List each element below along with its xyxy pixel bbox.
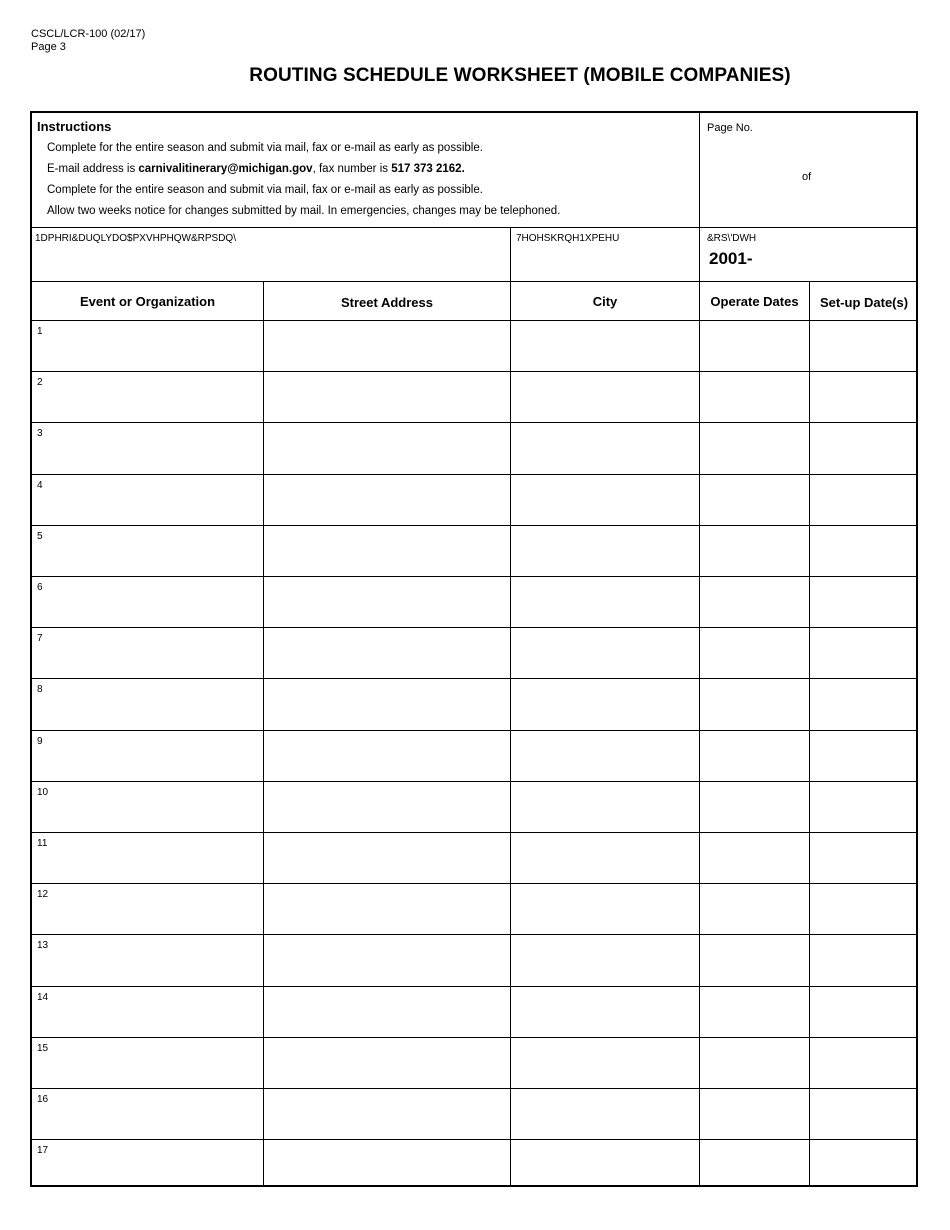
row-6-event-field[interactable]: [34, 578, 261, 625]
instruction-line-3: Complete for the entire season and submit via mail, fax or e-mail as early as possible.: [47, 184, 483, 196]
row-12-street-field[interactable]: [266, 885, 508, 932]
row-8-city-field[interactable]: [513, 680, 697, 727]
year-value[interactable]: 2001-: [709, 249, 753, 268]
row-6-street-field[interactable]: [266, 578, 508, 625]
row-14-event-field[interactable]: [34, 988, 261, 1035]
row-2-setup-field[interactable]: [812, 373, 916, 420]
row-10-street-field[interactable]: [266, 783, 508, 830]
page-title: ROUTING SCHEDULE WORKSHEET (MOBILE COMPANIES): [249, 65, 791, 86]
divider: [32, 986, 918, 987]
divider: [32, 320, 918, 321]
row-number: 12: [37, 889, 49, 900]
row-16-setup-field[interactable]: [812, 1090, 916, 1137]
row-6-operate-field[interactable]: [702, 578, 807, 625]
row-5-setup-field[interactable]: [812, 527, 916, 574]
row-9-operate-field[interactable]: [702, 732, 807, 779]
row-2-event-field[interactable]: [34, 373, 261, 420]
row-16-street-field[interactable]: [266, 1090, 508, 1137]
row-6-city-field[interactable]: [513, 578, 697, 625]
divider: [263, 281, 264, 1187]
row-8-operate-field[interactable]: [702, 680, 807, 727]
worksheet-form: [30, 111, 918, 1187]
row-number: 10: [37, 787, 49, 798]
row-number: 13: [37, 940, 49, 951]
row-10-event-field[interactable]: [34, 783, 261, 830]
row-11-operate-field[interactable]: [702, 834, 807, 881]
divider: [510, 281, 511, 1187]
row-13-setup-field[interactable]: [812, 936, 916, 983]
phone-label: 7HOHSKRQH1XPEHU: [516, 233, 620, 244]
divider: [32, 934, 918, 935]
row-2-city-field[interactable]: [513, 373, 697, 420]
row-4-street-field[interactable]: [266, 476, 508, 523]
row-13-street-field[interactable]: [266, 936, 508, 983]
row-17-setup-field[interactable]: [812, 1141, 916, 1188]
row-11-setup-field[interactable]: [812, 834, 916, 881]
row-10-city-field[interactable]: [513, 783, 697, 830]
row-17-operate-field[interactable]: [702, 1141, 807, 1188]
row-1-event-field[interactable]: [34, 322, 261, 369]
instruction-line-2: [47, 163, 465, 175]
row-1-city-field[interactable]: [513, 322, 697, 369]
instruction-line-1: Complete for the entire season and submit via mail, fax or e-mail as early as possible.: [47, 142, 483, 154]
divider: [32, 1088, 918, 1089]
company-name-field[interactable]: [32, 243, 510, 279]
row-4-setup-field[interactable]: [812, 476, 916, 523]
col-street-header: Street Address: [341, 295, 433, 310]
row-number: 1: [37, 326, 43, 337]
row-8-setup-field[interactable]: [812, 680, 916, 727]
row-12-city-field[interactable]: [513, 885, 697, 932]
divider: [32, 227, 918, 228]
row-3-operate-field[interactable]: [702, 424, 807, 471]
row-3-setup-field[interactable]: [812, 424, 916, 471]
fax-prefix: , fax number is: [312, 163, 392, 175]
divider: [699, 281, 700, 1187]
divider: [32, 576, 918, 577]
row-14-operate-field[interactable]: [702, 988, 807, 1035]
row-7-street-field[interactable]: [266, 629, 508, 676]
row-1-street-field[interactable]: [266, 322, 508, 369]
row-14-street-field[interactable]: [266, 988, 508, 1035]
row-13-city-field[interactable]: [513, 936, 697, 983]
row-3-street-field[interactable]: [266, 424, 508, 471]
row-6-setup-field[interactable]: [812, 578, 916, 625]
row-5-city-field[interactable]: [513, 527, 697, 574]
row-1-setup-field[interactable]: [812, 322, 916, 369]
row-number: 2: [37, 377, 43, 388]
row-5-operate-field[interactable]: [702, 527, 807, 574]
row-8-event-field[interactable]: [34, 680, 261, 727]
row-17-event-field[interactable]: [34, 1141, 261, 1188]
row-number: 9: [37, 736, 43, 747]
instruction-line-4: Allow two weeks notice for changes submitted by mail. In emergencies, changes may be telephoned.: [47, 205, 561, 217]
row-13-operate-field[interactable]: [702, 936, 807, 983]
row-11-event-field[interactable]: [34, 834, 261, 881]
divider: [809, 281, 810, 1187]
divider: [32, 1139, 918, 1140]
row-7-operate-field[interactable]: [702, 629, 807, 676]
row-4-city-field[interactable]: [513, 476, 697, 523]
year-label: &RS\'DWH: [707, 233, 757, 244]
row-7-event-field[interactable]: [34, 629, 261, 676]
divider: [32, 678, 918, 679]
row-5-street-field[interactable]: [266, 527, 508, 574]
row-7-city-field[interactable]: [513, 629, 697, 676]
divider: [32, 627, 918, 628]
row-17-city-field[interactable]: [513, 1141, 697, 1188]
page-no-label: Page No.: [707, 122, 753, 134]
col-city-header: City: [592, 294, 618, 309]
divider: [699, 113, 700, 281]
divider: [32, 422, 918, 423]
divider: [32, 371, 918, 372]
divider: [32, 730, 918, 731]
row-2-operate-field[interactable]: [702, 373, 807, 420]
row-number: 14: [37, 992, 49, 1003]
row-number: 17: [37, 1145, 49, 1156]
row-14-city-field[interactable]: [513, 988, 697, 1035]
row-16-operate-field[interactable]: [702, 1090, 807, 1137]
divider: [32, 281, 918, 282]
row-9-setup-field[interactable]: [812, 732, 916, 779]
divider: [32, 474, 918, 475]
row-16-city-field[interactable]: [513, 1090, 697, 1137]
row-number: 3: [37, 428, 43, 439]
row-3-city-field[interactable]: [513, 424, 697, 471]
row-15-operate-field[interactable]: [702, 1039, 807, 1086]
row-number: 5: [37, 531, 43, 542]
page-label: Page 3: [31, 41, 66, 53]
row-4-operate-field[interactable]: [702, 476, 807, 523]
divider: [32, 1037, 918, 1038]
row-9-event-field[interactable]: [34, 732, 261, 779]
page-of-label: of: [802, 171, 812, 183]
row-8-street-field[interactable]: [266, 680, 508, 727]
fax-number: 517 373 2162.: [391, 163, 465, 175]
row-15-street-field[interactable]: [266, 1039, 508, 1086]
row-13-event-field[interactable]: [34, 936, 261, 983]
row-14-setup-field[interactable]: [812, 988, 916, 1035]
divider: [32, 832, 918, 833]
row-number: 4: [37, 480, 43, 491]
row-12-operate-field[interactable]: [702, 885, 807, 932]
row-15-event-field[interactable]: [34, 1039, 261, 1086]
row-number: 8: [37, 684, 43, 695]
row-12-event-field[interactable]: [34, 885, 261, 932]
email-address[interactable]: carnivalitinerary@michigan.gov: [138, 163, 313, 175]
email-prefix: E-mail address is: [47, 163, 139, 175]
col-operate-header: Operate Dates: [710, 294, 799, 309]
phone-field[interactable]: [511, 243, 699, 279]
col-setup-header: Set-up Date(s): [819, 295, 909, 310]
divider: [32, 525, 918, 526]
divider: [32, 883, 918, 884]
row-9-street-field[interactable]: [266, 732, 508, 779]
col-event-header: Event or Organization: [79, 294, 216, 309]
row-number: 16: [37, 1094, 49, 1105]
divider: [32, 781, 918, 782]
form-header: [31, 28, 145, 54]
row-1-operate-field[interactable]: [702, 322, 807, 369]
row-number: 7: [37, 633, 43, 644]
row-5-event-field[interactable]: [34, 527, 261, 574]
row-2-street-field[interactable]: [266, 373, 508, 420]
row-number: 15: [37, 1043, 49, 1054]
row-7-setup-field[interactable]: [812, 629, 916, 676]
row-10-setup-field[interactable]: [812, 783, 916, 830]
row-17-street-field[interactable]: [266, 1141, 508, 1188]
row-10-operate-field[interactable]: [702, 783, 807, 830]
instructions-heading: Instructions: [37, 119, 112, 134]
row-16-event-field[interactable]: [34, 1090, 261, 1137]
row-number: 6: [37, 582, 43, 593]
row-11-city-field[interactable]: [513, 834, 697, 881]
company-name-label: 1DPHRI&DUQLYDO$PXVHPHQW&RPSDQ\: [35, 233, 236, 244]
row-9-city-field[interactable]: [513, 732, 697, 779]
form-code: CSCL/LCR-100 (02/17): [31, 28, 146, 40]
row-number: 11: [37, 838, 48, 849]
row-15-setup-field[interactable]: [812, 1039, 916, 1086]
row-4-event-field[interactable]: [34, 476, 261, 523]
row-3-event-field[interactable]: [34, 424, 261, 471]
row-12-setup-field[interactable]: [812, 885, 916, 932]
row-15-city-field[interactable]: [513, 1039, 697, 1086]
row-11-street-field[interactable]: [266, 834, 508, 881]
